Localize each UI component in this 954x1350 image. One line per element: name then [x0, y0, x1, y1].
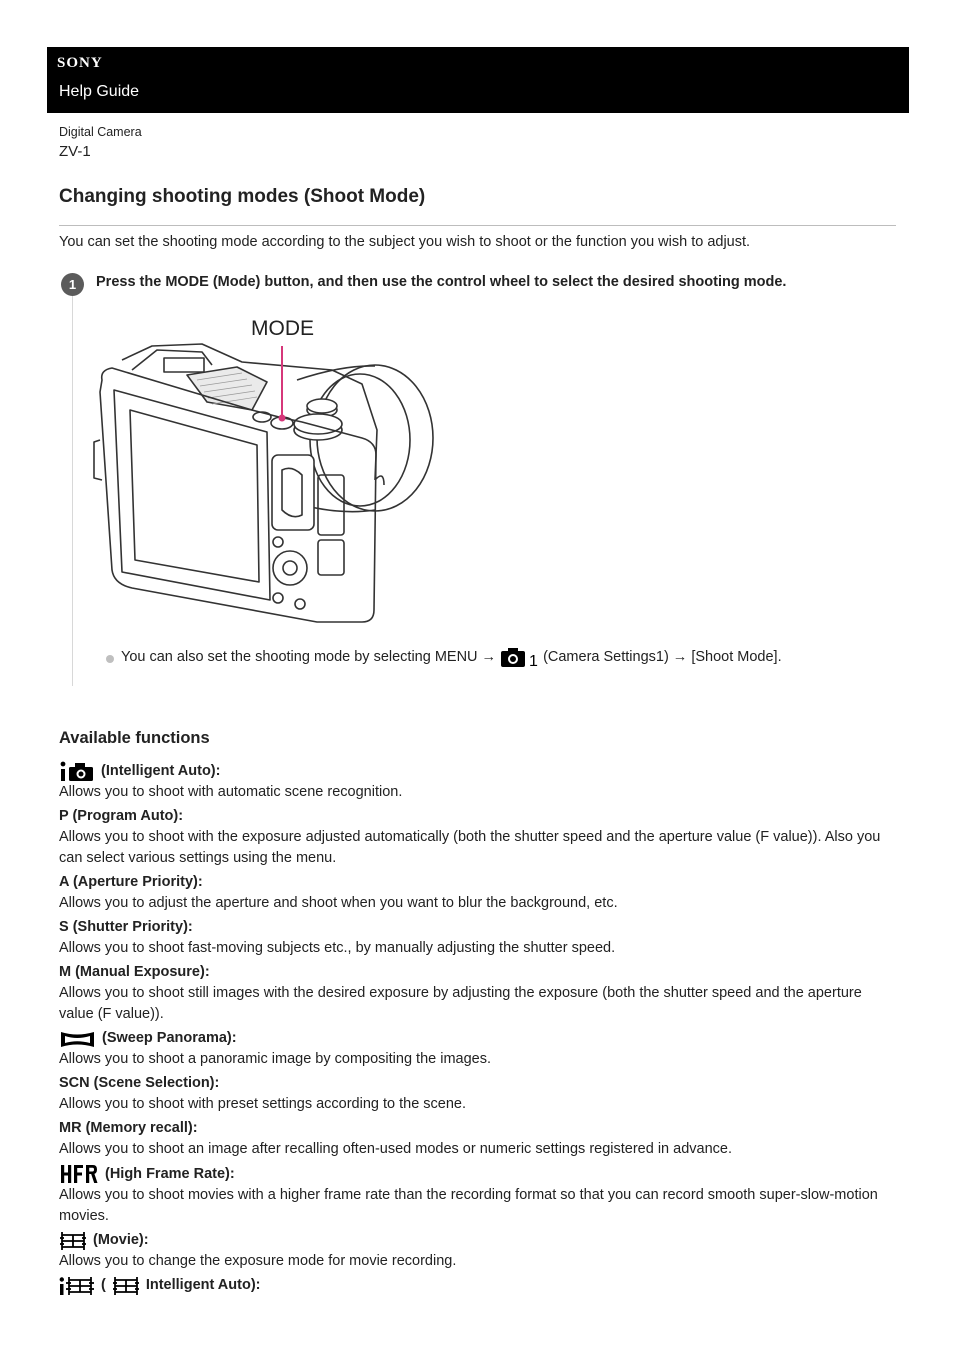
function-term: M (Manual Exposure):: [59, 964, 210, 980]
product-model: ZV-1: [59, 143, 91, 160]
mode-callout-label: MODE: [251, 317, 314, 340]
function-term: P (Program Auto):: [59, 808, 184, 824]
function-item-high-frame-rate: [59, 1163, 899, 1227]
help-guide-title[interactable]: Help Guide: [59, 83, 140, 100]
note-text-after: (Camera Settings1) → [Shoot Mode].: [543, 649, 782, 665]
function-description: Allows you to adjust the aperture and shoot when you want to blur the background, etc.: [59, 895, 618, 911]
function-term: Intelligent Auto):: [145, 1277, 261, 1293]
function-term: (Sweep Panorama):: [102, 1030, 237, 1046]
note-text-before: You can also set the shooting mode by selecting MENU →: [121, 649, 497, 665]
camera-settings-number: 1: [529, 653, 538, 668]
function-term: SCN (Scene Selection):: [59, 1075, 220, 1091]
function-description: Allows you to shoot with automatic scene recognition.: [59, 784, 403, 800]
step-guide-line: [72, 296, 73, 686]
function-term: MR (Memory recall):: [59, 1120, 198, 1136]
function-term: (Intelligent Auto):: [101, 762, 221, 779]
function-description: Allows you to shoot a panoramic image by compositing the images.: [59, 1051, 491, 1067]
movie-icon: [59, 1231, 87, 1251]
function-description: Allows you to shoot with the exposure adjusted automatically (both the shutter speed and the aperture value (F value)). Also you can select various settings using the menu.: [59, 829, 881, 866]
open-paren: (: [101, 1277, 106, 1293]
title-divider: [59, 225, 896, 226]
intro-text: You can set the shooting mode according to the subject you wish to shoot or the function you wish to adjust.: [59, 234, 751, 250]
product-category: Digital Camera: [59, 125, 142, 139]
page-title: Changing shooting modes (Shoot Mode): [59, 186, 426, 207]
intelligent-auto-icon: [59, 760, 95, 782]
function-item-movie-intelligent-auto: [59, 1275, 899, 1296]
brand-logo: SONY: [57, 55, 103, 71]
camera-mode-button-illustration: [92, 310, 442, 632]
sweep-panorama-icon: [59, 1029, 96, 1049]
step-instruction: Press the MODE (Mode) button, and then use the control wheel to select the desired shooting mode.: [96, 274, 787, 290]
function-description: Allows you to shoot an image after recalling often-used modes or numeric settings registered in advance.: [59, 1141, 732, 1157]
function-item-movie: [59, 1230, 899, 1272]
function-item-aperture-priority: [59, 872, 899, 914]
function-item-memory-recall: [59, 1118, 899, 1160]
function-item-manual-exposure: [59, 962, 899, 1025]
movie-icon: [112, 1276, 140, 1296]
function-description: Allows you to shoot still images with the desired exposure by adjusting the exposure (both the shutter speed and the aperture value (F value)).: [59, 985, 862, 1022]
function-item-scene-selection: [59, 1073, 899, 1115]
function-description: Allows you to shoot with preset settings according to the scene.: [59, 1096, 467, 1112]
movie-intelligent-auto-icon: [59, 1276, 95, 1296]
function-description: Allows you to shoot movies with a higher frame rate than the recording format so that you can record smooth super-slow-motion movies.: [59, 1187, 878, 1224]
function-item-program-auto: [59, 806, 899, 869]
available-functions-heading: Available functions: [59, 729, 210, 747]
function-item-shutter-priority: [59, 917, 899, 959]
function-term: S (Shutter Priority):: [59, 919, 193, 935]
menu-path-note: [106, 646, 782, 668]
function-description: Allows you to shoot fast-moving subjects etc., by manually adjusting the shutter speed.: [59, 940, 616, 956]
function-item-sweep-panorama: [59, 1028, 899, 1070]
bullet-dot: [106, 655, 114, 663]
camera-settings-icon: [500, 646, 540, 668]
function-term: (Movie):: [93, 1232, 149, 1248]
header-bar: [47, 47, 909, 113]
functions-list: [59, 757, 899, 1296]
function-term: A (Aperture Priority):: [59, 874, 203, 890]
step-number-badge: 1: [61, 273, 84, 296]
function-description: Allows you to change the exposure mode for movie recording.: [59, 1253, 457, 1269]
function-item-intelligent-auto: [59, 760, 899, 803]
function-term: (High Frame Rate):: [105, 1165, 235, 1182]
hfr-icon: [59, 1163, 99, 1185]
